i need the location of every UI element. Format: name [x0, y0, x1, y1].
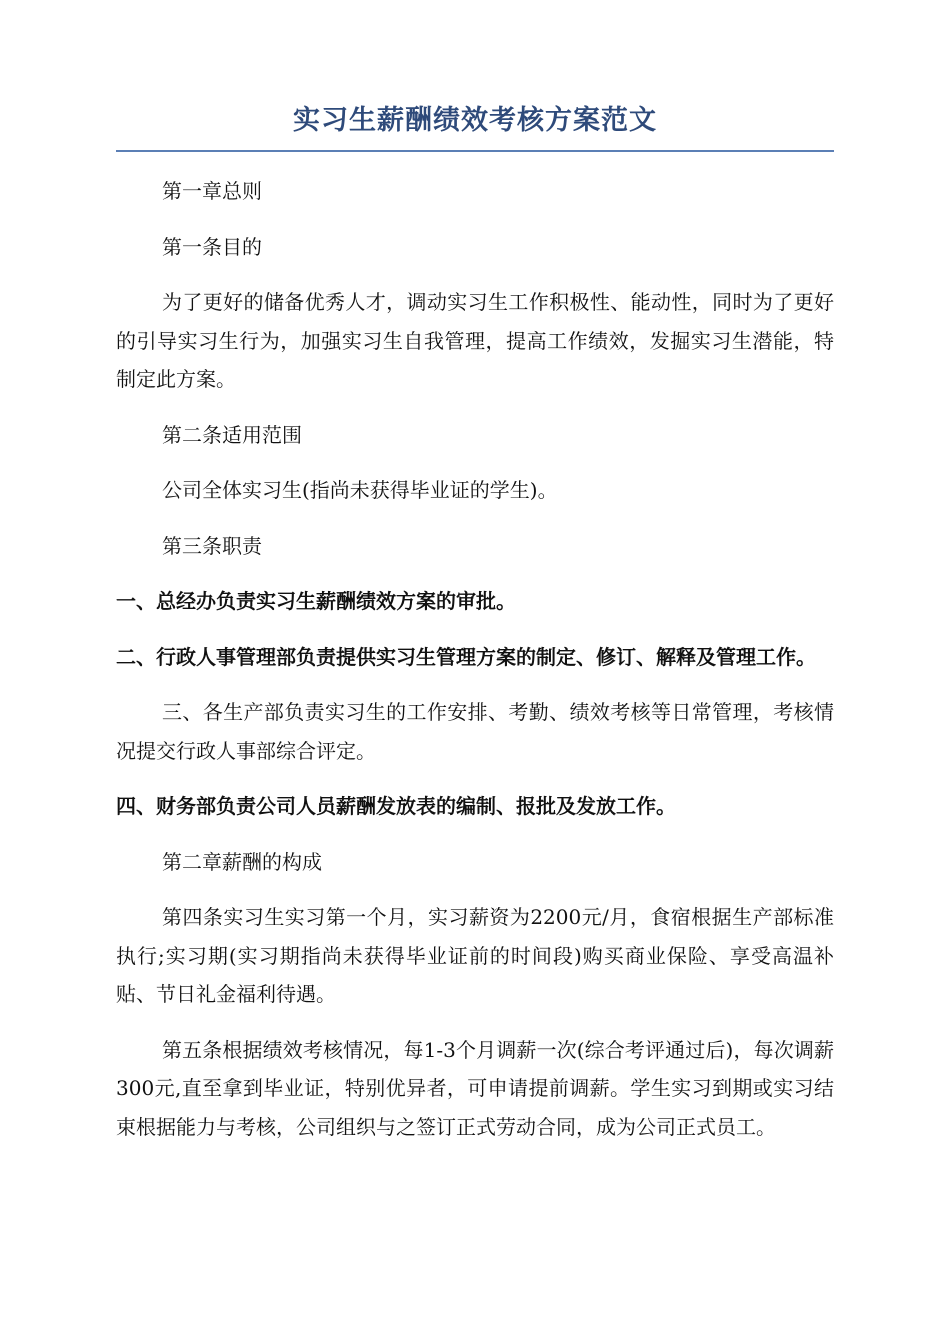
paragraph-chapter-1-heading: 第一章总则 [162, 179, 262, 203]
paragraph-article-1-body: 为了更好的储备优秀人才，调动实习生工作积极性、能动性，同时为了更好的引导实习生行为，加强实习生自我管理，提高工作绩效，发掘实习生潜能，特制定此方案。 [116, 290, 834, 391]
paragraph-article-2-body: 公司全体实习生(指尚未获得毕业证的学生)。 [162, 478, 558, 502]
document-body [116, 172, 834, 1146]
paragraph-article-3-heading: 第三条职责 [162, 533, 262, 558]
paragraph-duty-3: 三、各生产部负责实习生的工作安排、考勤、绩效考核等日常管理，考核情况提交行政人事部综合评定。 [116, 700, 834, 763]
paragraph-article-5: 第五条根据绩效考核情况，每1-3个月调薪一次(综合考评通过后)，每次调薪300元,直至拿到毕业证，特别优异者，可申请提前调薪。学生实习到期或实习结束根据能力与考核，公司组织与之签订正式劳动合同，成为公司正式员工。 [116, 1037, 834, 1139]
document-title: 实习生薪酬绩效考核方案范文 [116, 100, 834, 152]
paragraph-chapter-2-heading: 第二章薪酬的构成 [162, 849, 322, 874]
document-page [116, 100, 834, 1163]
paragraph-duty-4: 四、财务部负责公司人员薪酬发放表的编制、报批及发放工作。 [116, 794, 676, 818]
paragraph-article-1-heading: 第一条目的 [162, 234, 262, 259]
paragraph-duty-1: 一、总经办负责实习生薪酬绩效方案的审批。 [116, 589, 516, 613]
paragraph-article-4: 第四条实习生实习第一个月，实习薪资为2200元/月，食宿根据生产部标准执行;实习期(实习期指尚未获得毕业证前的时间段)购买商业保险、享受高温补贴、节日礼金福利待遇。 [116, 905, 834, 1006]
paragraph-duty-2: 二、行政人事管理部负责提供实习生管理方案的制定、修订、解释及管理工作。 [116, 644, 816, 669]
paragraph-article-2-heading: 第二条适用范围 [162, 422, 302, 447]
